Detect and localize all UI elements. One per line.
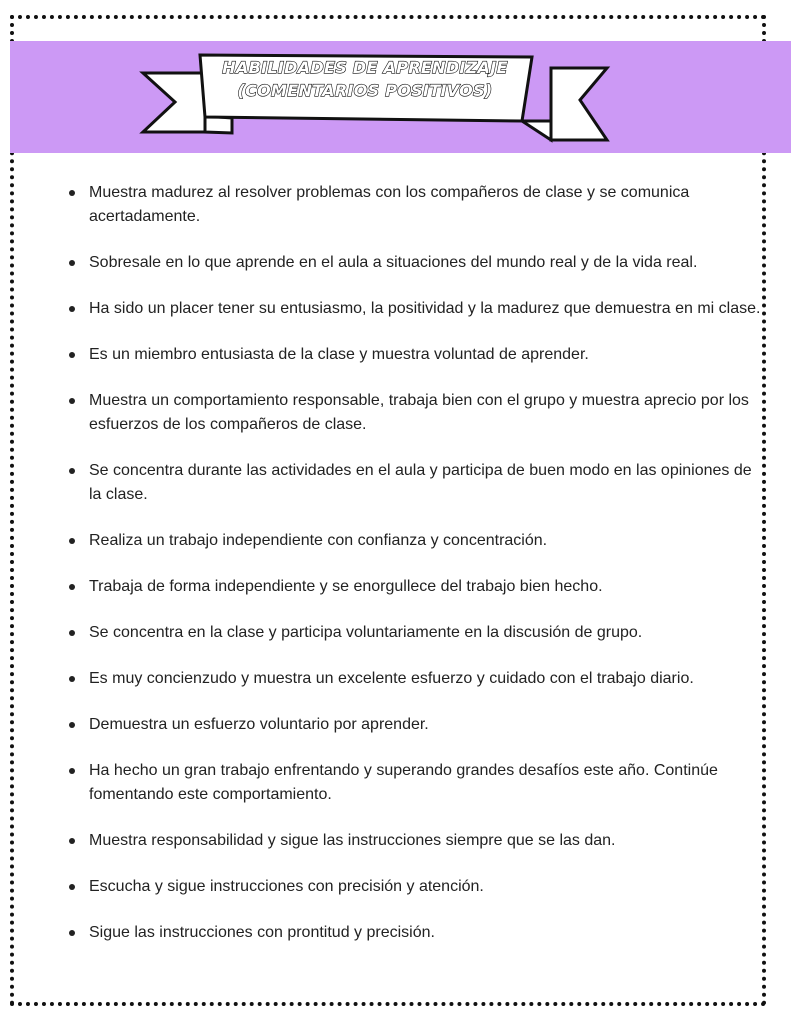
bullet-icon (69, 352, 75, 358)
list-item (66, 459, 766, 507)
list-item (66, 343, 766, 367)
bullet-icon (69, 768, 75, 774)
comment-text: Muestra madurez al resolver problemas con los compañeros de clase y se comunica acertadamente. (89, 184, 690, 225)
list-item (66, 921, 766, 945)
ribbon-right-fold (522, 121, 551, 140)
bullet-icon (69, 884, 75, 890)
bullet-icon (69, 722, 75, 728)
title-line-2: (COMENTARIOS POSITIVOS) (237, 81, 493, 100)
list-item (66, 251, 766, 275)
list-item (66, 389, 766, 437)
comment-text: Realiza un trabajo independiente con confianza y concentración. (89, 532, 548, 549)
title-line-1: HABILIDADES DE APRENDIZAJE (222, 58, 508, 77)
bullet-icon (69, 838, 75, 844)
list-item (66, 529, 766, 553)
comment-text: Es muy concienzudo y muestra un excelente esfuerzo y cuidado con el trabajo diario. (89, 670, 694, 687)
list-item (66, 621, 766, 645)
comment-text: Demuestra un esfuerzo voluntario por aprender. (89, 716, 429, 733)
list-item (66, 297, 766, 321)
comments-list (66, 181, 766, 967)
list-item (66, 759, 766, 807)
comment-text: Muestra responsabilidad y sigue las instrucciones siempre que se las dan. (89, 832, 616, 849)
bullet-icon (69, 190, 75, 196)
ribbon-left-tail (143, 73, 205, 132)
bullet-icon (69, 630, 75, 636)
bullet-icon (69, 538, 75, 544)
comment-text: Ha sido un placer tener su entusiasmo, la positividad y la madurez que demuestra en mi clase. (89, 300, 761, 317)
list-item (66, 667, 766, 691)
list-item (66, 181, 766, 229)
list-item (66, 829, 766, 853)
bullet-icon (69, 930, 75, 936)
comment-text: Es un miembro entusiasta de la clase y muestra voluntad de aprender. (89, 346, 589, 363)
bullet-icon (69, 584, 75, 590)
ribbon-right-tail (551, 68, 607, 140)
list-item (66, 875, 766, 899)
page-title (210, 56, 520, 102)
bullet-icon (69, 468, 75, 474)
comment-text: Se concentra durante las actividades en el aula y participa de buen modo en las opiniones de la clase. (89, 462, 752, 503)
comment-text: Sobresale en lo que aprende en el aula a situaciones del mundo real y de la vida real. (89, 254, 698, 271)
bullet-icon (69, 398, 75, 404)
comment-text: Se concentra en la clase y participa voluntariamente en la discusión de grupo. (89, 624, 643, 641)
bullet-icon (69, 306, 75, 312)
comment-text: Escucha y sigue instrucciones con precisión y atención. (89, 878, 484, 895)
comment-text: Muestra un comportamiento responsable, trabaja bien con el grupo y muestra aprecio por los esfuerzos de los compañeros de clase. (89, 392, 749, 433)
comment-text: Ha hecho un gran trabajo enfrentando y superando grandes desafíos este año. Continúe fomentando este comportamiento. (89, 762, 718, 803)
bullet-icon (69, 676, 75, 682)
list-item (66, 713, 766, 737)
comment-text: Sigue las instrucciones con prontitud y precisión. (89, 924, 435, 941)
list-item (66, 575, 766, 599)
comment-text: Trabaja de forma independiente y se enorgullece del trabajo bien hecho. (89, 578, 603, 595)
bullet-icon (69, 260, 75, 266)
